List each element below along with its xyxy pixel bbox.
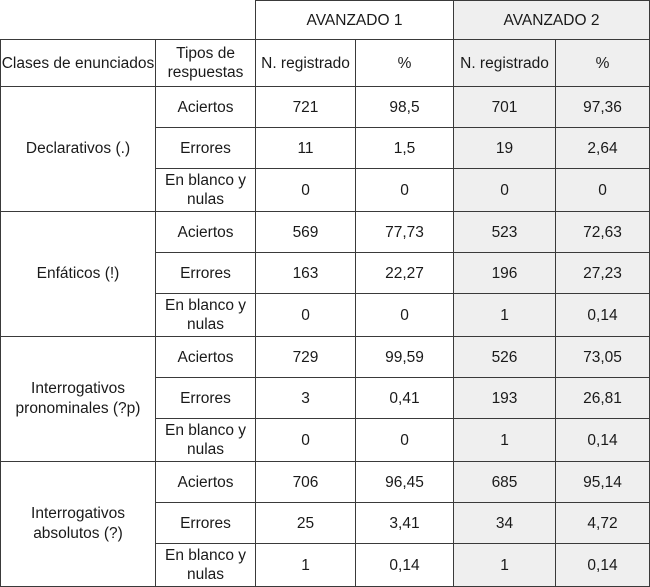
column-header-a2-pct: %: [556, 40, 650, 87]
avanzado-1-percent-cell: 0: [356, 294, 454, 337]
response-type-cell: Aciertos: [156, 212, 256, 253]
class-cell: Enfáticos (!): [1, 212, 156, 337]
avanzado-1-percent-cell: 96,45: [356, 462, 454, 503]
avanzado-2-count-cell: 523: [454, 212, 556, 253]
avanzado-1-percent-cell: 99,59: [356, 337, 454, 378]
avanzado-2-percent-cell: 4,72: [556, 503, 650, 544]
table-row: [1, 462, 650, 503]
column-header-a2-n: N. registrado: [454, 40, 556, 87]
response-type-cell: Errores: [156, 503, 256, 544]
avanzado-2-count-cell: 34: [454, 503, 556, 544]
avanzado-1-percent-cell: 22,27: [356, 253, 454, 294]
avanzado-2-percent-cell: 73,05: [556, 337, 650, 378]
avanzado-1-percent-cell: 0: [356, 169, 454, 212]
avanzado-2-count-cell: 701: [454, 87, 556, 128]
avanzado-2-count-cell: 1: [454, 544, 556, 587]
avanzado-1-percent-cell: 0: [356, 419, 454, 462]
response-type-cell: En blanco y nulas: [156, 419, 256, 462]
avanzado-2-percent-cell: 72,63: [556, 212, 650, 253]
class-cell: Declarativos (.): [1, 87, 156, 212]
column-header-type: Tipos de respuestas: [156, 40, 256, 87]
avanzado-1-count-cell: 0: [256, 419, 356, 462]
avanzado-1-count-cell: 11: [256, 128, 356, 169]
response-type-cell: En blanco y nulas: [156, 544, 256, 587]
avanzado-1-percent-cell: 0,41: [356, 378, 454, 419]
avanzado-2-count-cell: 193: [454, 378, 556, 419]
class-cell: Interrogativos pronominales (?p): [1, 337, 156, 462]
avanzado-1-count-cell: 163: [256, 253, 356, 294]
column-header-class: Clases de enunciados: [1, 40, 156, 87]
avanzado-2-percent-cell: 26,81: [556, 378, 650, 419]
response-type-cell: Errores: [156, 253, 256, 294]
avanzado-2-count-cell: 196: [454, 253, 556, 294]
response-type-cell: En blanco y nulas: [156, 169, 256, 212]
avanzado-2-percent-cell: 95,14: [556, 462, 650, 503]
avanzado-2-count-cell: 1: [454, 419, 556, 462]
avanzado-1-percent-cell: 98,5: [356, 87, 454, 128]
avanzado-2-percent-cell: 0,14: [556, 544, 650, 587]
avanzado-1-percent-cell: 3,41: [356, 503, 454, 544]
avanzado-2-percent-cell: 2,64: [556, 128, 650, 169]
empty-corner-cell: [1, 1, 256, 40]
avanzado-2-percent-cell: 0: [556, 169, 650, 212]
group-header-avanzado-1: AVANZADO 1: [256, 1, 454, 40]
table-row: [1, 212, 650, 253]
avanzado-2-percent-cell: 0,14: [556, 419, 650, 462]
avanzado-1-count-cell: 1: [256, 544, 356, 587]
avanzado-1-count-cell: 0: [256, 169, 356, 212]
group-header-row: [1, 1, 650, 40]
column-header-row: [1, 40, 650, 87]
avanzado-1-count-cell: 0: [256, 294, 356, 337]
response-type-cell: Aciertos: [156, 462, 256, 503]
avanzado-2-percent-cell: 97,36: [556, 87, 650, 128]
avanzado-1-count-cell: 721: [256, 87, 356, 128]
avanzado-2-percent-cell: 0,14: [556, 294, 650, 337]
table-row: [1, 87, 650, 128]
class-cell: Interrogativos absolutos (?): [1, 462, 156, 587]
avanzado-1-percent-cell: 77,73: [356, 212, 454, 253]
response-type-cell: Errores: [156, 378, 256, 419]
avanzado-2-count-cell: 19: [454, 128, 556, 169]
response-type-cell: Aciertos: [156, 87, 256, 128]
avanzado-1-count-cell: 25: [256, 503, 356, 544]
avanzado-1-count-cell: 3: [256, 378, 356, 419]
avanzado-1-count-cell: 729: [256, 337, 356, 378]
table-body: [1, 87, 650, 587]
column-header-a1-n: N. registrado: [256, 40, 356, 87]
avanzado-2-count-cell: 526: [454, 337, 556, 378]
avanzado-1-count-cell: 569: [256, 212, 356, 253]
avanzado-2-percent-cell: 27,23: [556, 253, 650, 294]
group-header-avanzado-2: AVANZADO 2: [454, 1, 650, 40]
avanzado-1-count-cell: 706: [256, 462, 356, 503]
avanzado-1-percent-cell: 1,5: [356, 128, 454, 169]
response-type-cell: Errores: [156, 128, 256, 169]
table-row: [1, 337, 650, 378]
response-type-cell: En blanco y nulas: [156, 294, 256, 337]
avanzado-2-count-cell: 0: [454, 169, 556, 212]
column-header-a1-pct: %: [356, 40, 454, 87]
avanzado-1-percent-cell: 0,14: [356, 544, 454, 587]
avanzado-2-count-cell: 685: [454, 462, 556, 503]
avanzado-2-count-cell: 1: [454, 294, 556, 337]
response-type-cell: Aciertos: [156, 337, 256, 378]
